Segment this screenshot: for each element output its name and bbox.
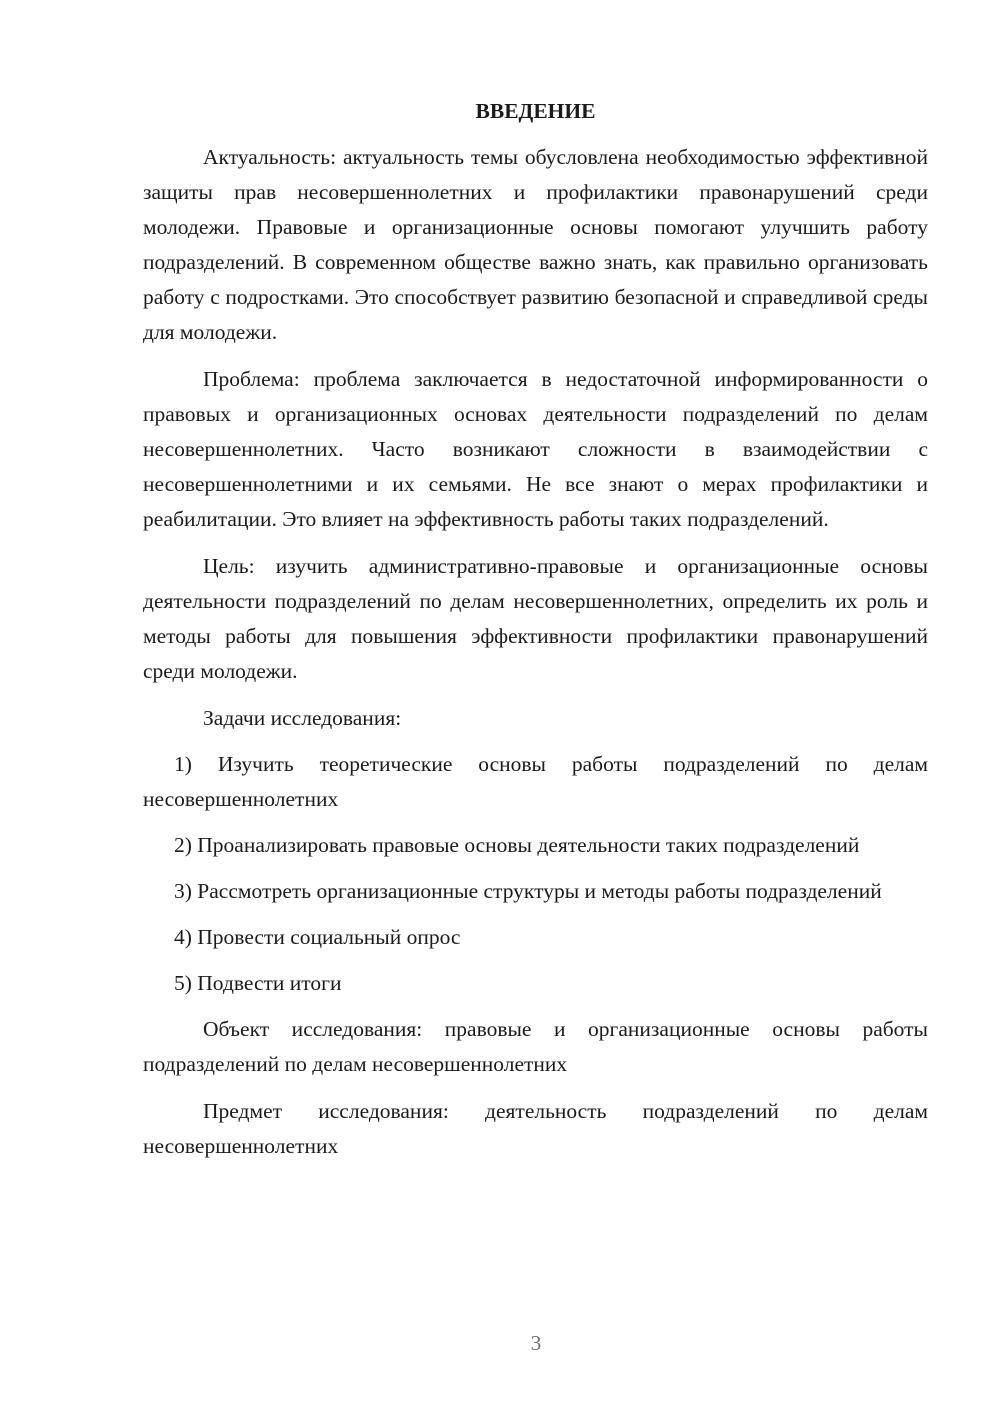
- paragraph-goal: Цель: изучить административно-правовые и организационные основы деятельности подразделений по делам несовершеннолетних, определить их роль и методы работы для повышения эффективности профилактики правонарушений среди молодежи.: [143, 554, 928, 683]
- paragraph-relevance: Актуальность: актуальность темы обусловлена необходимостью эффективной защиты прав несовершеннолетних и профилактики правонарушений среди молодежи. Правовые и организационные основы помогают улучшить работу подразделений. В современном обществе важно знать, как правильно организовать работу с подростками. Это способствует развитию безопасной и справедливой среды для молодежи.: [143, 145, 928, 344]
- paragraph-subject: Предмет исследования: деятельность подразделений по делам несовершеннолетних: [143, 1099, 928, 1158]
- page-number: 3: [530, 1331, 542, 1355]
- task-item-2: 2) Проанализировать правовые основы деятельности таких подразделений: [174, 833, 860, 857]
- page-title: ВВЕДЕНИЕ: [475, 99, 596, 123]
- task-item-1: 1) Изучить теоретические основы работы подразделений по делам несовершеннолетних: [143, 752, 928, 811]
- tasks-heading: Задачи исследования:: [203, 706, 402, 730]
- task-item-5: 5) Подвести итоги: [174, 971, 342, 995]
- paragraph-problem: Проблема: проблема заключается в недостаточной информированности о правовых и организационных основах деятельности подразделений по делам несовершеннолетних. Часто возникают сложности в взаимодействии с несовершеннолетними и их семьями. Не все знают о мерах профилактики и реабилитации. Это влияет на эффективность работы таких подразделений.: [143, 367, 928, 531]
- task-item-3: 3) Рассмотреть организационные структуры и методы работы подразделений: [174, 879, 882, 903]
- paragraph-object: Объект исследования: правовые и организационные основы работы подразделений по делам несовершеннолетних: [143, 1017, 928, 1076]
- page-content: [143, 94, 928, 1176]
- task-item-4: 4) Провести социальный опрос: [174, 925, 461, 949]
